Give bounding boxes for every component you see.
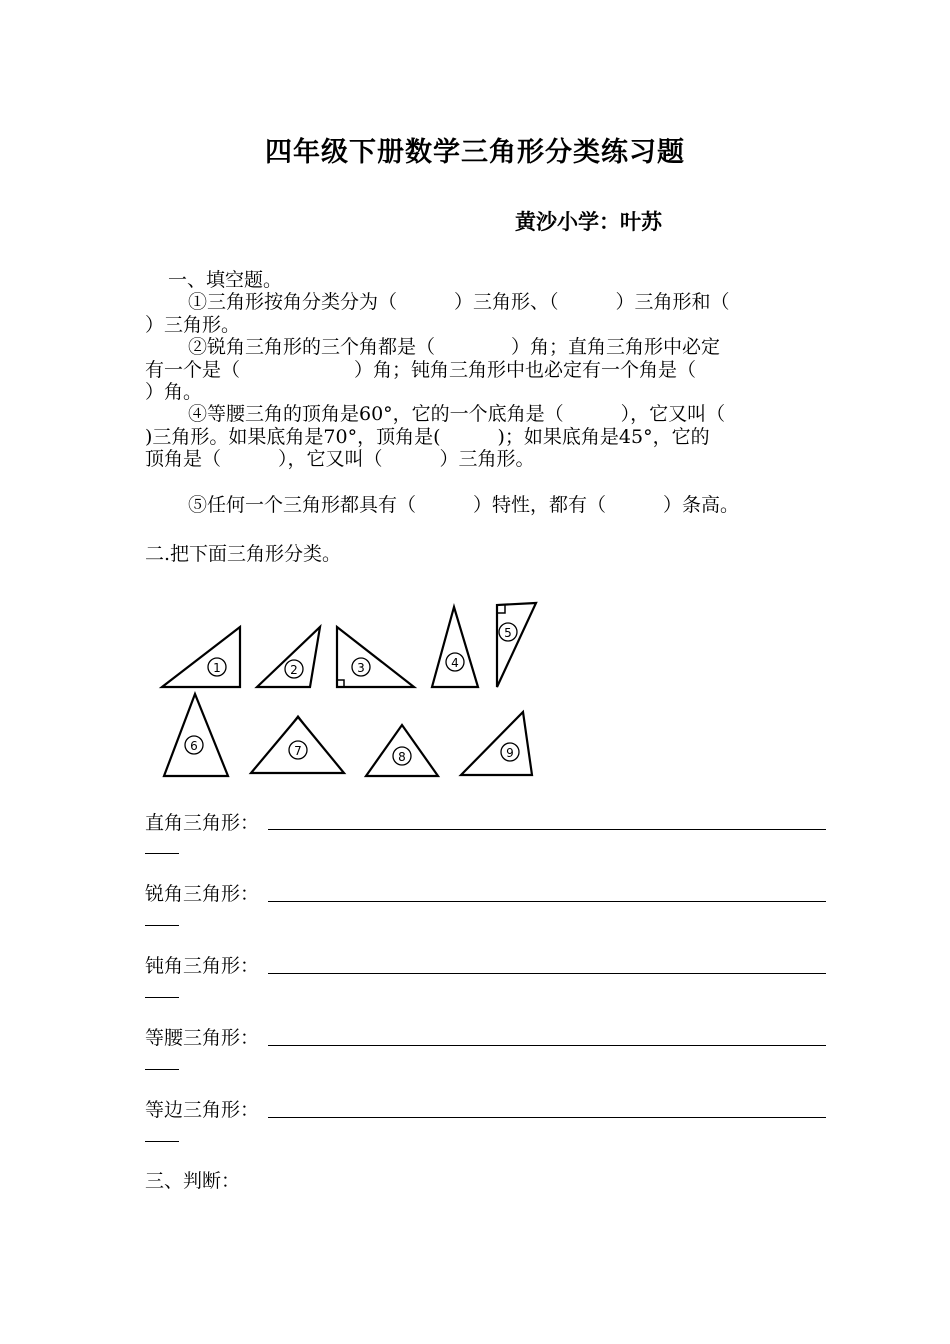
triangle-5 <box>497 603 536 687</box>
triangle-3 <box>337 627 414 687</box>
answer-label-isosceles: 等腰三角形： <box>145 1027 260 1049</box>
svg-text:3: 3 <box>357 661 365 675</box>
answer-blank[interactable] <box>268 1045 826 1046</box>
answer-blank[interactable] <box>268 1117 826 1118</box>
question-line: ①三角形按角分类分为（ ）三角形、（ ）三角形和（ <box>188 291 730 313</box>
triangle-6 <box>164 694 228 776</box>
answer-blank[interactable] <box>268 973 826 974</box>
svg-text:7: 7 <box>294 744 302 758</box>
section-heading-fill-in: 一、填空题。 <box>168 269 283 291</box>
question-line: ）三角形。 <box>145 314 241 336</box>
section-heading-judge: 三、判断： <box>145 1170 241 1192</box>
answer-label-acute: 锐角三角形： <box>145 883 260 905</box>
answer-blank[interactable] <box>268 901 826 902</box>
svg-text:5: 5 <box>504 626 512 640</box>
answer-blank-continuation <box>145 1069 179 1070</box>
svg-text:1: 1 <box>213 661 221 675</box>
answer-blank[interactable] <box>268 829 826 830</box>
svg-text:8: 8 <box>398 750 406 764</box>
answer-blank-continuation <box>145 1141 179 1142</box>
answer-blank-continuation <box>145 853 179 854</box>
svg-text:9: 9 <box>506 746 514 760</box>
question-line: ）角。 <box>145 381 203 403</box>
triangle-4 <box>432 607 478 687</box>
triangle-2 <box>257 627 320 687</box>
question-line: ⑤任何一个三角形都具有（ ）特性，都有（ ）条高。 <box>188 494 740 516</box>
question-line: ④等腰三角的顶角是60°，它的一个底角是（ ），它又叫（ <box>188 403 726 425</box>
question-line: )三角形。如果底角是70°，顶角是( )；如果底角是45°，它的 <box>145 426 710 448</box>
answer-blank-continuation <box>145 997 179 998</box>
svg-text:2: 2 <box>290 663 298 677</box>
question-line: 顶角是（ ），它又叫（ ）三角形。 <box>145 448 535 470</box>
svg-text:4: 4 <box>451 656 459 670</box>
question-line: ②锐角三角形的三个角都是（ ）角；直角三角形中必定 <box>188 336 721 358</box>
section-heading-classify: 二.把下面三角形分类。 <box>145 543 342 565</box>
right-angle-mark <box>292 716 304 724</box>
page-title: 四年级下册数学三角形分类练习题 <box>265 137 685 168</box>
answer-label-equilateral: 等边三角形： <box>145 1099 260 1121</box>
answer-label-obtuse: 钝角三角形： <box>145 955 260 977</box>
triangle-9 <box>461 712 532 775</box>
triangles-figure <box>140 595 560 790</box>
svg-text:6: 6 <box>190 739 198 753</box>
right-angle-mark <box>497 605 505 613</box>
triangle-1 <box>162 627 240 687</box>
answer-label-right: 直角三角形： <box>145 812 260 834</box>
question-line: 有一个是（ ）角；钝角三角形中也必定有一个角是（ <box>145 359 697 381</box>
answer-blank-continuation <box>145 925 179 926</box>
author-line: 黄沙小学：叶苏 <box>515 209 662 234</box>
